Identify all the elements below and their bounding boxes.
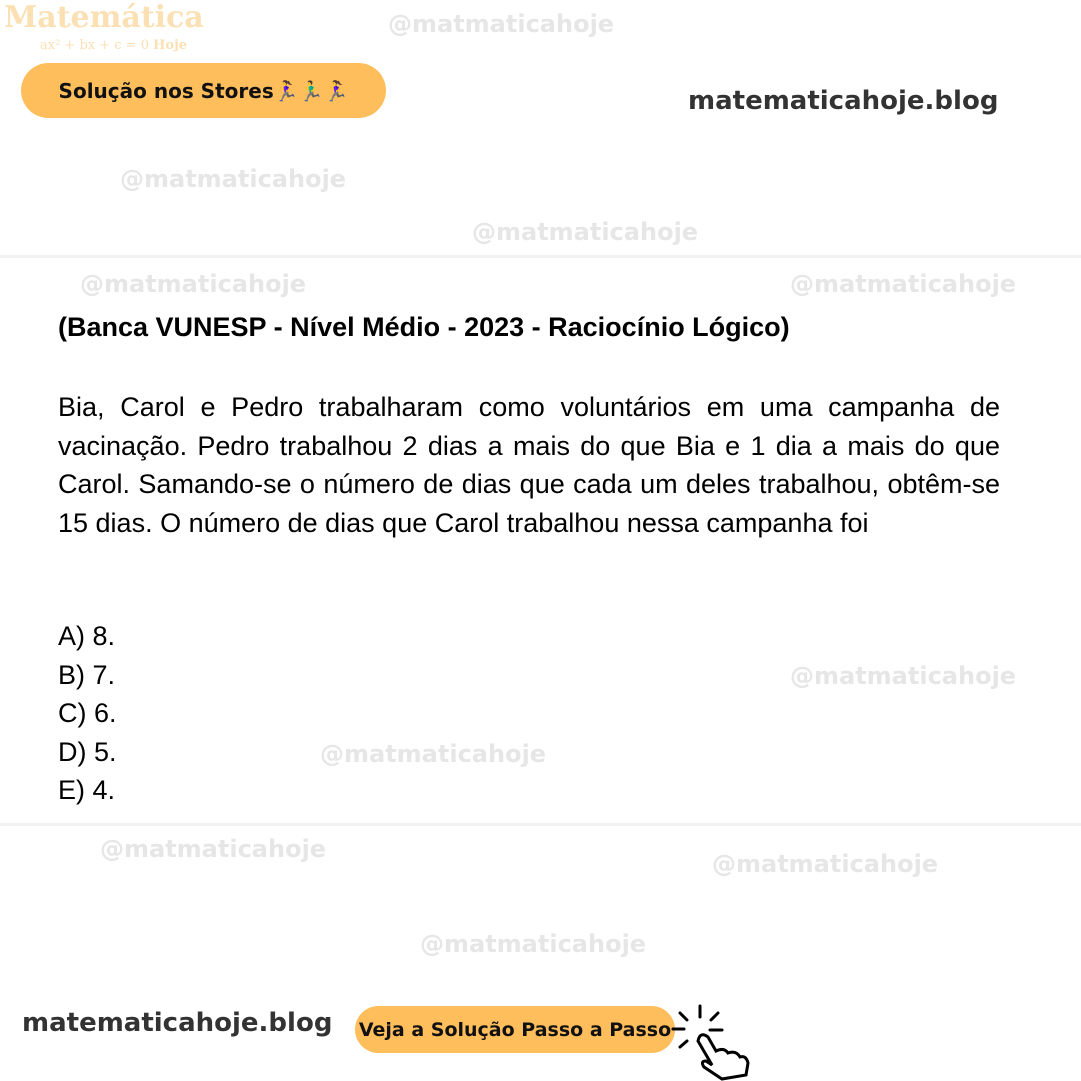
logo-hoje: Hoje (153, 38, 188, 53)
watermark: @matmaticahoje (320, 740, 547, 768)
watermark: @matmaticahoje (388, 10, 615, 38)
watermark: @matmaticahoje (100, 835, 327, 863)
divider (0, 823, 1081, 826)
logo-name: Matemática (4, 0, 204, 35)
option-e[interactable]: E) 4. (58, 775, 116, 805)
site-link-top[interactable]: matematicahoje.blog (688, 86, 999, 116)
watermark: @matmaticahoje (790, 662, 1017, 690)
logo (4, 0, 204, 36)
question-text: Bia, Carol e Pedro trabalharam como voluntários em uma campanha de vacinação. Pedro trabalhou 2 dias a mais do que Bia e 1 dia a mais do que Carol. Samando-se o número de dias que cada um deles trabalhou, obtêm-se 15 dias. O número de dias que Carol trabalhou nessa campanha foi (58, 392, 1000, 538)
logo-formula: ax² + bx + c = 0 (40, 38, 149, 53)
watermark: @matmaticahoje (80, 270, 307, 298)
step-by-step-solution-button[interactable]: Veja a Solução Passo a Passo (355, 1006, 675, 1053)
option-a[interactable]: A) 8. (58, 621, 116, 651)
site-link-bottom[interactable]: matematicahoje.blog (22, 1008, 333, 1038)
watermark: @matmaticahoje (120, 165, 347, 193)
watermark: @matmaticahoje (420, 930, 647, 958)
option-d[interactable]: D) 5. (58, 736, 117, 767)
option-c[interactable]: C) 6. (58, 698, 117, 728)
pointing-hand-icon (670, 1003, 752, 1081)
question-title: (Banca VUNESP - Nível Médio - 2023 - Raciocínio Lógico) (58, 312, 790, 342)
watermark: @matmaticahoje (790, 270, 1017, 298)
stores-solution-button[interactable]: Solução nos Stores🏃‍♀️🏃‍♂️🏃‍♀️ (21, 63, 386, 118)
watermark: @matmaticahoje (472, 218, 699, 246)
watermark: @matmaticahoje (712, 850, 939, 878)
option-b[interactable]: B) 7. (58, 659, 116, 690)
logo-sub (40, 38, 187, 54)
options-list (58, 617, 117, 810)
divider (0, 255, 1081, 258)
